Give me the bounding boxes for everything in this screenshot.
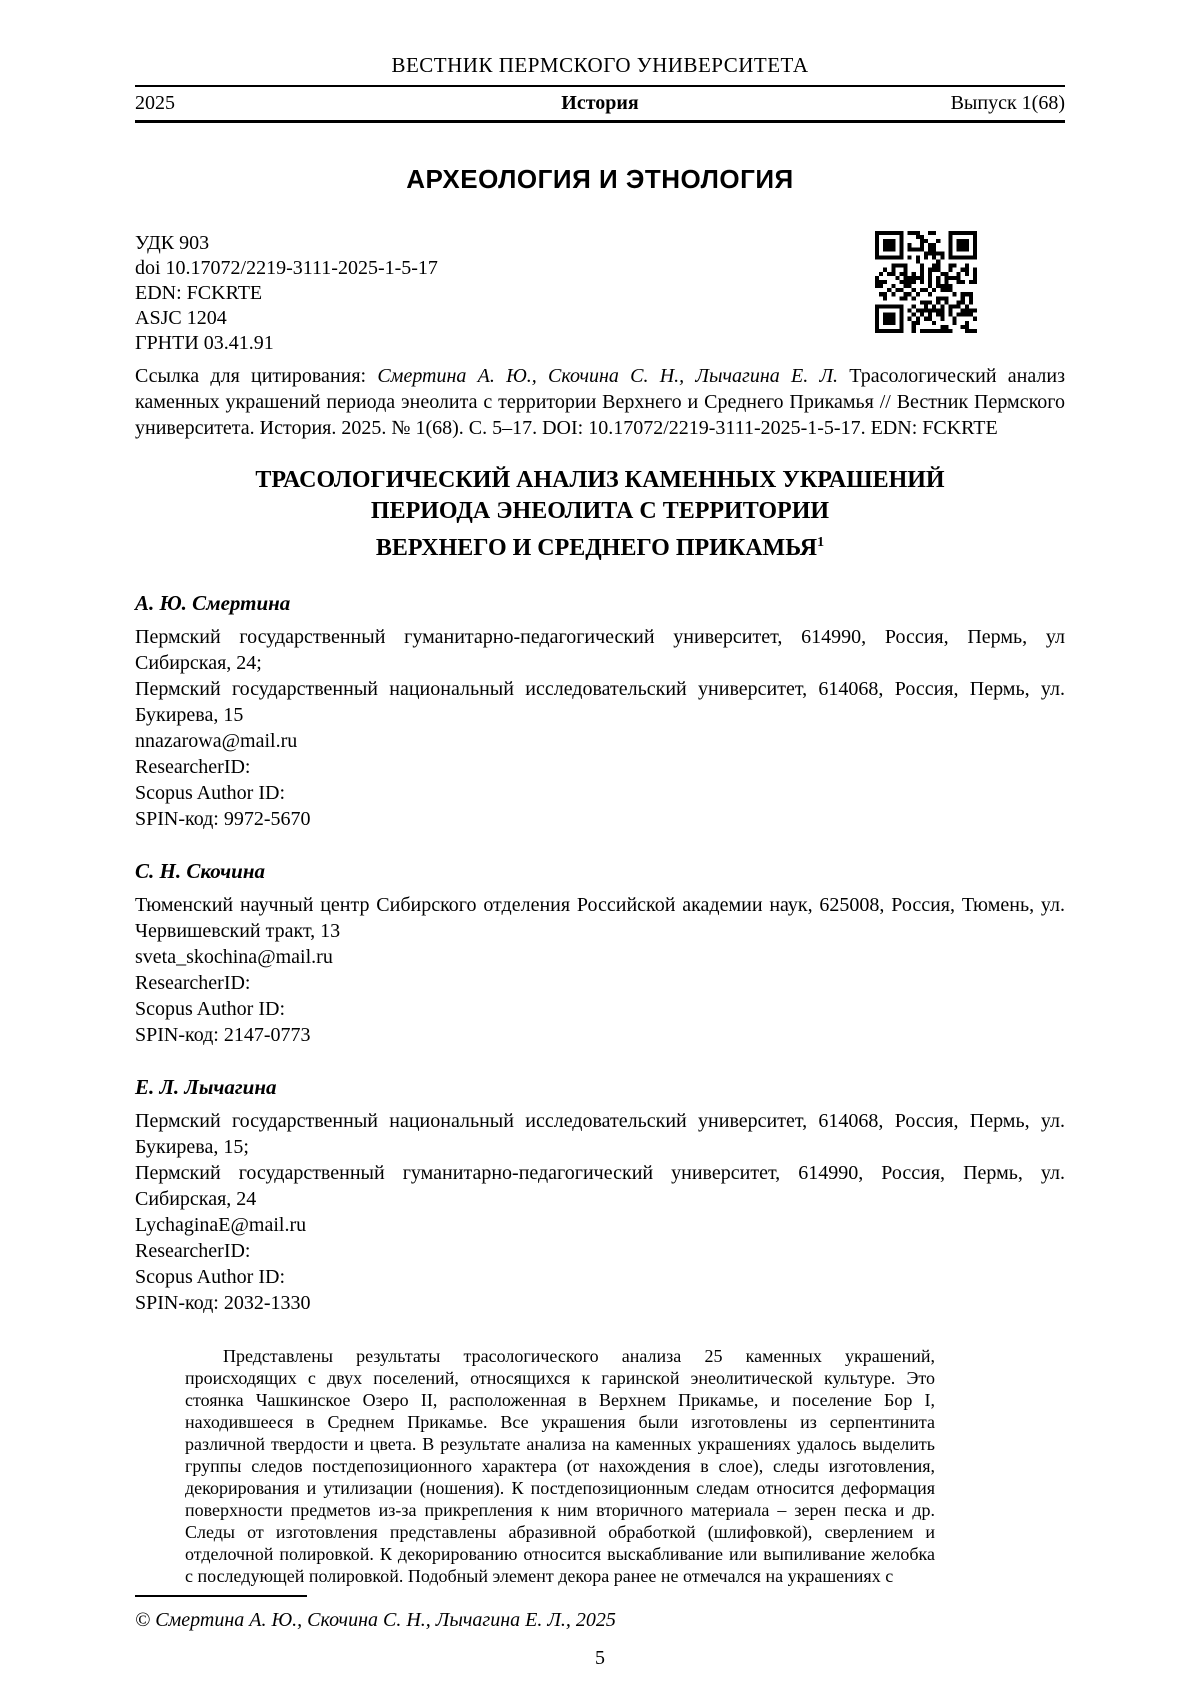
article-metadata <box>135 231 438 356</box>
author-affiliation: Пермский государственный национальный исследовательский университет, 614068, Россия, Пермь, ул. Букирева, 15 <box>135 678 1065 727</box>
issue-number: Выпуск 1(68) <box>950 92 1065 115</box>
author-researcher-id: ResearcherID: <box>135 1240 251 1263</box>
author-scopus-id: Scopus Author ID: <box>135 782 285 805</box>
author-affiliation: Пермский государственный гуманитарно-педагогический университет, 614990, Россия, Пермь, ул. Сибирская, 24 <box>135 1162 1065 1211</box>
header-rule-bottom <box>135 120 1065 123</box>
citation-label: Ссылка для цитирования: <box>135 365 367 388</box>
author-affiliation: Тюменский научный центр Сибирского отделения Российской академии наук, 625008, Россия, Тюмень, ул. Червишевский тракт, 13 <box>135 894 1065 943</box>
udk-line: УДК 903 <box>135 232 210 255</box>
author-affiliation: Пермский государственный гуманитарно-педагогический университет, 614990, Россия, Пермь, ул Сибирская, 24; <box>135 626 1065 675</box>
author-email: sveta_skochina@mail.ru <box>135 946 333 969</box>
article-title-line: ПЕРИОДА ЭНЕОЛИТА С ТЕРРИТОРИИ <box>370 498 830 525</box>
footnote-rule <box>135 1595 307 1597</box>
author-spin: SPIN-код: 2032-1330 <box>135 1292 311 1315</box>
author-block <box>135 564 1065 832</box>
article-title-line: ТРАСОЛОГИЧЕСКИЙ АНАЛИЗ КАМЕННЫХ УКРАШЕНИЙ <box>255 467 945 494</box>
author-email: LychaginaE@mail.ru <box>135 1214 307 1237</box>
rubric-heading: АРХЕОЛОГИЯ И ЭТНОЛОГИЯ <box>406 164 794 195</box>
issue-series: История <box>561 92 639 115</box>
journal-title: ВЕСТНИК ПЕРМСКОГО УНИВЕРСИТЕТА <box>391 53 809 77</box>
author-name: А. Ю. Смертина <box>135 591 291 616</box>
author-researcher-id: ResearcherID: <box>135 972 251 995</box>
grnti-line: ГРНТИ 03.41.91 <box>135 332 274 355</box>
author-block <box>135 1048 1065 1316</box>
citation-authors: Смертина А. Ю., Скочина С. Н., Лычагина Е. Л. <box>377 365 839 388</box>
title-footnote-mark: 1 <box>817 535 825 551</box>
copyright-line: © Смертина А. Ю., Скочина С. Н., Лычагина Е. Л., 2025 <box>135 1609 616 1631</box>
qr-code-icon <box>875 231 977 333</box>
citation <box>135 363 1065 441</box>
citation-text: Трасологический анализ каменных украшений периода энеолита с территории Верхнего и Среднего Прикамья // Вестник Пермского университета. История. 2025. № 1(68). С. 5–17. DOI: 10.17072/2219-3111-2025-1-5-17. EDN: FCKRTE <box>135 365 1066 440</box>
article-title <box>135 465 1065 564</box>
author-spin: SPIN-код: 2147-0773 <box>135 1024 311 1047</box>
author-researcher-id: ResearcherID: <box>135 756 251 779</box>
author-spin: SPIN-код: 9972-5670 <box>135 808 311 831</box>
doi-line: doi 10.17072/2219-3111-2025-1-5-17 <box>135 257 438 280</box>
issue-year: 2025 <box>135 92 175 115</box>
issue-row <box>135 87 1065 120</box>
author-scopus-id: Scopus Author ID: <box>135 1266 285 1289</box>
author-affiliation: Пермский государственный национальный исследовательский университет, 614068, Россия, Пермь, ул. Букирева, 15; <box>135 1110 1065 1159</box>
author-email: nnazarowa@mail.ru <box>135 730 298 753</box>
article-title-line: ВЕРХНЕГО И СРЕДНЕГО ПРИКАМЬЯ <box>375 535 818 562</box>
abstract <box>135 1345 1065 1587</box>
author-name: С. Н. Скочина <box>135 859 266 884</box>
abstract-text: Представлены результаты трасологического анализа 25 каменных украшений, происходящих с двух поселений, относящихся к гаринской энеолитической культуре. Это стоянка Чашкинское Озеро II, расположенная в Верхнем Прикамье, и поселение Бор I, находившееся в Среднем Прикамье. Все украшения были изготовлены из серпентинита различной твердости и цвета. В результате анализа на каменных украшениях удалось выделить группы следов постдепозиционного характера (от нахождения в слое), следы изготовления, декорирования и утилизации (ношения). К постдепозиционным следам относится деформация поверхности предметов из-за прикрепления к ним вторичного материала – зерен песка и др. Следы от изготовления представлены абразивной обработкой (шлифовкой), сверлением и отделочной полировкой. К декорированию относится выскабливание или выпиливание желобка с последующей полировкой. Подобный элемент декора ранее не отмечался на украшениях с <box>185 1346 935 1587</box>
page-footer <box>135 1595 1065 1671</box>
author-block <box>135 832 1065 1048</box>
edn-line: EDN: FCKRTE <box>135 282 263 305</box>
page-number: 5 <box>595 1647 605 1669</box>
author-scopus-id: Scopus Author ID: <box>135 998 285 1021</box>
author-name: Е. Л. Лычагина <box>135 1075 277 1100</box>
asjc-line: ASJC 1204 <box>135 307 227 330</box>
metadata-row <box>135 231 1065 356</box>
journal-header <box>135 52 1065 123</box>
